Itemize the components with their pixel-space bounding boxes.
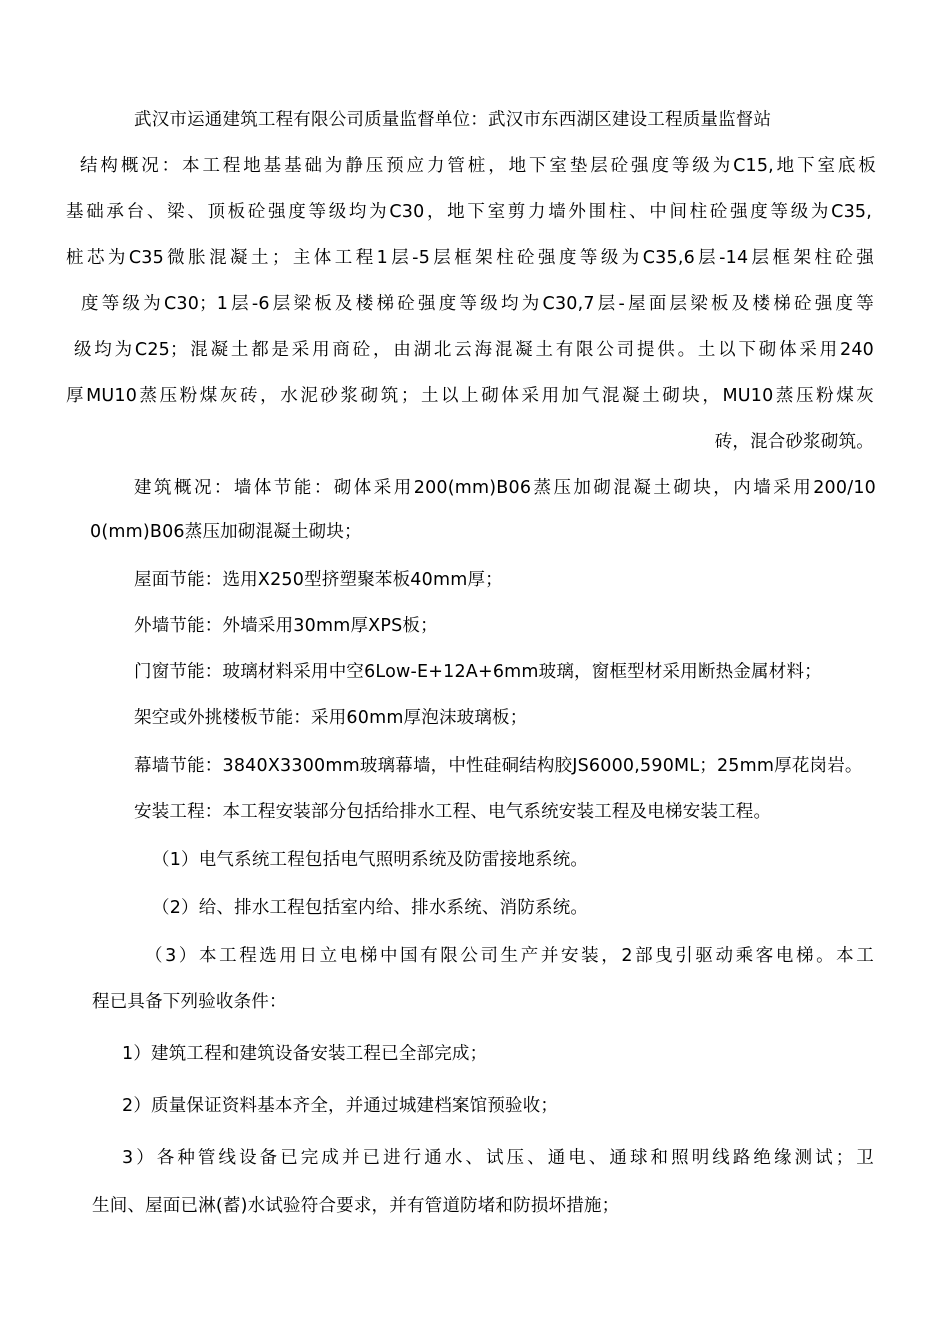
text-line: （1）电气系统工程包括电气照明系统及防雷接地系统。 bbox=[152, 850, 589, 870]
text-line: 级均为C25；混凝土都是采用商砼，由湖北云海混凝土有限公司提供。土以下砌体采用240 bbox=[74, 340, 874, 360]
text-line: 屋面节能：选用X250型挤塑聚苯板40mm厚； bbox=[134, 570, 503, 590]
text-line: 结构概况：本工程地基基础为静压预应力管桩，地下室垫层砼强度等级为C15,地下室底板 bbox=[80, 156, 876, 176]
text-line: 0(mm)B06蒸压加砌混凝土砌块； bbox=[90, 522, 362, 542]
text-line: 3）各种管线设备已完成并已进行通水、试压、通电、通球和照明线路绝缘测试；卫 bbox=[122, 1148, 874, 1168]
text-line: 架空或外挑楼板节能：采用60mm厚泡沫玻璃板； bbox=[134, 708, 528, 728]
text-line: 外墙节能：外墙采用30mm厚XPS板； bbox=[134, 616, 438, 636]
text-line: 厚MU10蒸压粉煤灰砖，水泥砂浆砌筑；土以上砌体采用加气混凝土砌块，MU10蒸压粉煤灰 bbox=[66, 386, 874, 406]
text-line: 度等级为C30；1层-6层梁板及楼梯砼强度等级均为C30,7层-屋面层梁板及楼梯砼强度等 bbox=[81, 294, 874, 314]
text-line: 程已具备下列验收条件： bbox=[92, 992, 287, 1012]
text-line: 1）建筑工程和建筑设备安装工程已全部完成； bbox=[122, 1044, 488, 1064]
text-line: 砖，混合砂浆砌筑。 bbox=[714, 432, 874, 452]
text-line: 幕墙节能：3840X3300mm玻璃幕墙，中性硅硐结构胶JS6000,590ML；25mm厚花岗岩。 bbox=[134, 756, 863, 776]
text-line: （2）给、排水工程包括室内给、排水系统、消防系统。 bbox=[152, 898, 589, 918]
text-line: 基础承台、梁、顶板砼强度等级均为C30，地下室剪力墙外围柱、中间柱砼强度等级为C35, bbox=[66, 202, 872, 222]
text-line: 门窗节能：玻璃材料采用中空6Low-E+12A+6mm玻璃，窗框型材采用断热金属材料； bbox=[134, 662, 822, 682]
text-line: 桩芯为C35微胀混凝土；主体工程1层-5层框架柱砼强度等级为C35,6层-14层框架柱砼强 bbox=[66, 248, 874, 268]
text-line: 武汉市运通建筑工程有限公司质量监督单位：武汉市东西湖区建设工程质量监督站 bbox=[134, 110, 772, 130]
text-line: 建筑概况：墙体节能：砌体采用200(mm)B06蒸压加砌混凝土砌块，内墙采用200/10 bbox=[134, 478, 876, 498]
text-line: 安装工程：本工程安装部分包括给排水工程、电气系统安装工程及电梯安装工程。 bbox=[134, 802, 772, 822]
text-line: （3）本工程选用日立电梯中国有限公司生产并安装，2部曳引驱动乘客电梯。本工 bbox=[145, 946, 874, 966]
text-line: 2）质量保证资料基本齐全，并通过城建档案馆预验收； bbox=[122, 1096, 559, 1116]
text-line: 生间、屋面已淋(蓄)水试验符合要求，并有管道防堵和防损坏措施； bbox=[92, 1196, 620, 1216]
